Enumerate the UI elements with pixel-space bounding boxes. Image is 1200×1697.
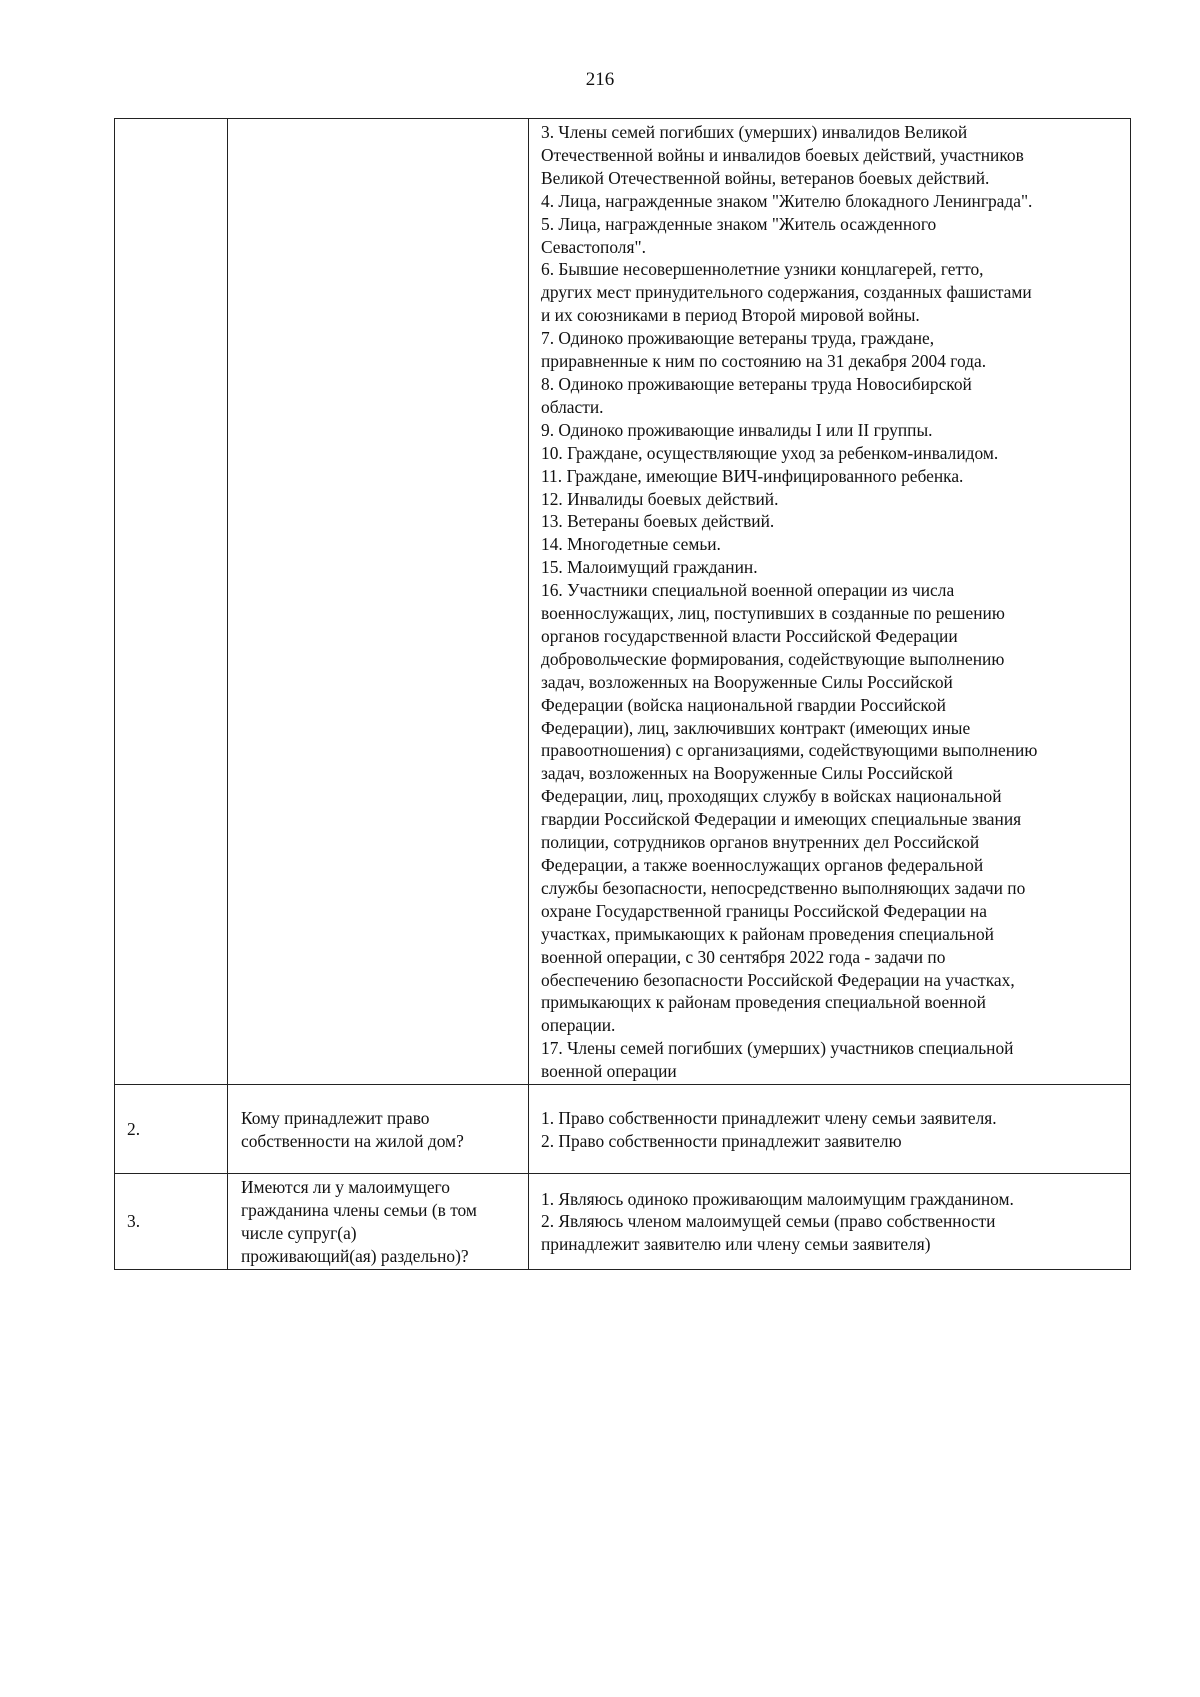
- answer-options-cell: [529, 119, 1131, 1085]
- text-line: 8. Одиноко проживающие ветераны труда Новосибирской: [541, 373, 972, 394]
- text-line: Великой Отечественной войны, ветеранов боевых действий.: [541, 167, 990, 188]
- text-line: Кому принадлежит право: [241, 1107, 430, 1128]
- text-line: 7. Одиноко проживающие ветераны труда, граждане,: [541, 328, 935, 349]
- text-line: 14. Многодетные семьи.: [541, 534, 721, 555]
- question-cell: [228, 119, 529, 1085]
- text-line: 6. Бывшие несовершеннолетние узники концлагерей, гетто,: [541, 259, 984, 280]
- text-line: военнослужащих, лиц, поступивших в созданные по решению: [541, 603, 1005, 624]
- text-line: охране Государственной границы Российской Федерации на: [541, 900, 987, 921]
- text-line: Имеются ли у малоимущего: [241, 1177, 450, 1198]
- text-line: примыкающих к районам проведения специальной военной: [541, 992, 986, 1013]
- text-line: 11. Граждане, имеющие ВИЧ-инфицированного ребенка.: [541, 465, 964, 486]
- question-cell: [228, 1174, 529, 1270]
- text-line: других мест принудительного содержания, созданных фашистами: [541, 282, 1032, 303]
- page-number: 216: [585, 69, 615, 90]
- text-line: Отечественной войны и инвалидов боевых действий, участников: [541, 144, 1024, 165]
- text-line: Федерации, лиц, проходящих службу в войсках национальной: [541, 786, 1002, 807]
- text-line: 16. Участники специальной военной операции из числа: [541, 580, 955, 601]
- text-line: гвардии Российской Федерации и имеющих специальные звания: [541, 809, 1022, 830]
- text-line: гражданина члены семьи (в том: [241, 1199, 477, 1220]
- text-line: Федерации (войска национальной гвардии Российской: [541, 694, 946, 715]
- table-row: [115, 119, 1131, 1085]
- text-line: 1. Являюсь одиноко проживающим малоимущим гражданином.: [541, 1188, 1014, 1209]
- text-line: 17. Члены семей погибших (умерших) участников специальной: [541, 1038, 1014, 1059]
- document-table: [114, 118, 1131, 1270]
- text-line: 9. Одиноко проживающие инвалиды I или II группы.: [541, 419, 933, 440]
- text-line: 13. Ветераны боевых действий.: [541, 511, 775, 532]
- text-line: службы безопасности, непосредственно выполняющих задачи по: [541, 877, 1026, 898]
- text-line: 5. Лица, награжденные знаком "Житель осажденного: [541, 213, 937, 234]
- text-line: 10. Граждане, осуществляющие уход за ребенком-инвалидом.: [541, 442, 999, 463]
- text-line: принадлежит заявителю или члену семьи заявителя): [541, 1234, 931, 1255]
- text-line: 4. Лица, награжденные знаком "Жителю блокадного Ленинграда".: [541, 190, 1033, 211]
- text-line: приравненные к ним по состоянию на 31 декабря 2004 года.: [541, 351, 987, 372]
- answer-options-cell: [529, 1085, 1131, 1174]
- text-line: Федерации, а также военнослужащих органов федеральной: [541, 855, 984, 875]
- text-line: 12. Инвалиды боевых действий.: [541, 488, 779, 509]
- table-row: [115, 1085, 1131, 1174]
- row-number-cell: 2.: [115, 1085, 228, 1174]
- answer-options-cell: [529, 1174, 1131, 1270]
- text-line: участках, примыкающих к районам проведения специальной: [541, 923, 994, 944]
- text-line: обеспечению безопасности Российской Федерации на участках,: [541, 969, 1015, 990]
- text-line: проживающий(ая) раздельно)?: [241, 1245, 469, 1266]
- text-line: органов государственной власти Российской Федерации: [541, 625, 958, 646]
- row-number-cell: [115, 119, 228, 1085]
- text-line: добровольческие формирования, содействующие выполнению: [541, 648, 1005, 669]
- text-line: военной операции: [541, 1061, 677, 1082]
- table-row: [115, 1174, 1131, 1270]
- text-line: 2. Являюсь членом малоимущей семьи (право собственности: [541, 1211, 996, 1232]
- text-line: правоотношения) с организациями, содействующими выполнению: [541, 740, 1038, 761]
- row-number-cell: 3.: [115, 1174, 228, 1270]
- text-line: области.: [541, 396, 604, 417]
- text-line: задач, возложенных на Вооруженные Силы Российской: [541, 763, 953, 784]
- text-line: операции.: [541, 1015, 616, 1036]
- text-line: задач, возложенных на Вооруженные Силы Российской: [541, 671, 953, 692]
- text-line: Федерации), лиц, заключивших контракт (имеющих иные: [541, 717, 971, 738]
- text-line: и их союзниками в период Второй мировой войны.: [541, 305, 920, 326]
- text-line: военной операции, с 30 сентября 2022 года - задачи по: [541, 946, 946, 967]
- text-line: полиции, сотрудников органов внутренних дел Российской: [541, 832, 980, 853]
- text-line: Севастополя".: [541, 236, 646, 257]
- text-line: собственности на жилой дом?: [241, 1130, 464, 1151]
- text-line: числе супруг(а): [241, 1222, 357, 1243]
- text-line: 3. Члены семей погибших (умерших) инвалидов Великой: [541, 122, 968, 142]
- text-line: 2. Право собственности принадлежит заявителю: [541, 1130, 902, 1151]
- text-line: 1. Право собственности принадлежит члену семьи заявителя.: [541, 1107, 997, 1128]
- text-line: 15. Малоимущий гражданин.: [541, 557, 758, 578]
- question-cell: [228, 1085, 529, 1174]
